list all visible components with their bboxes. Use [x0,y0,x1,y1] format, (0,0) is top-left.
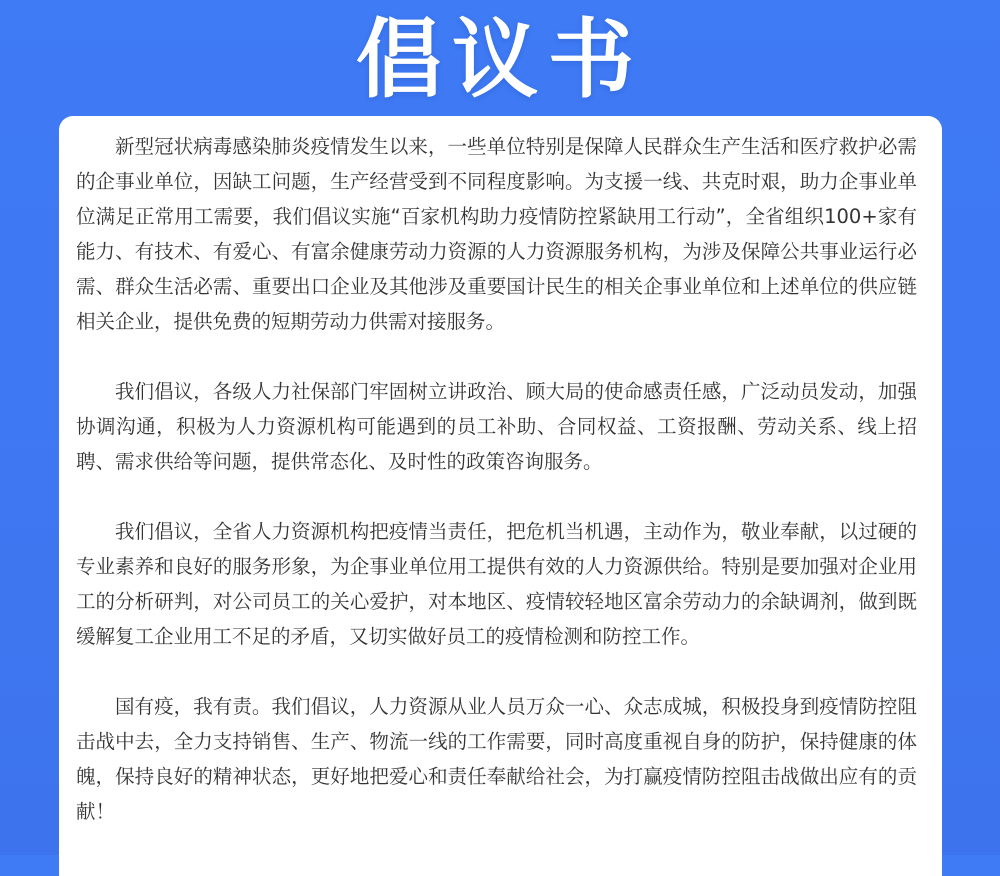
paragraph-2: 我们倡议，各级人力社保部门牢固树立讲政治、顾大局的使命感责任感，广泛动员发动，加强协调沟通，积极为人力资源机构可能遇到的员工补助、合同权益、工资报酬、劳动关系、线上招聘、需求供给等问题，提供常态化、及时性的政策咨询服务。 [76,380,917,473]
paragraph-1: 新型冠状病毒感染肺炎疫情发生以来，一些单位特别是保障人民群众生产生活和医疗救护必需的企事业单位，因缺工问题，生产经营受到不同程度影响。为支援一线、共克时艰，助力企事业单位满足正常用工需要，我们倡议实施“百家机构助力疫情防控紧缺用工行动”，全省组织100+家有能力、有技术、有爱心、有富余健康劳动力资源的人力资源服务机构，为涉及保障公共事业运行必需、群众生活必需、重要出口企业及其他涉及重要国计民生的相关企事业单位和上述单位的供应链相关企业，提供免费的短期劳动力供需对接服务。 [76,135,917,333]
paragraph-3: 我们倡议，全省人力资源机构把疫情当责任，把危机当机遇，主动作为，敬业奉献，以过硬的专业素养和良好的服务形象，为企事业单位用工提供有效的人力资源供给。特别是要加强对企业用工的分析研判，对公司员工的关心爱护，对本地区、疫情较轻地区富余劳动力的余缺调剂，做到既缓解复工企业用工不足的矛盾，又切实做好员工的疫情检测和防控工作。 [76,520,917,648]
paragraph-4: 国有疫，我有责。我们倡议，人力资源从业人员万众一心、众志成城，积极投身到疫情防控阻击战中去，全力支持销售、生产、物流一线的工作需要，同时高度重视自身的防护，保持健康的体魄，保持良好的精神状态，更好地把爱心和责任奉献给社会，为打赢疫情防控阻击战做出应有的贡献！ [76,695,917,823]
paragraph-gap [76,479,917,514]
paragraph-gap [76,654,917,689]
paragraph-gap [76,339,917,374]
page-title: 倡议书 [356,10,644,110]
document-card [59,116,942,876]
